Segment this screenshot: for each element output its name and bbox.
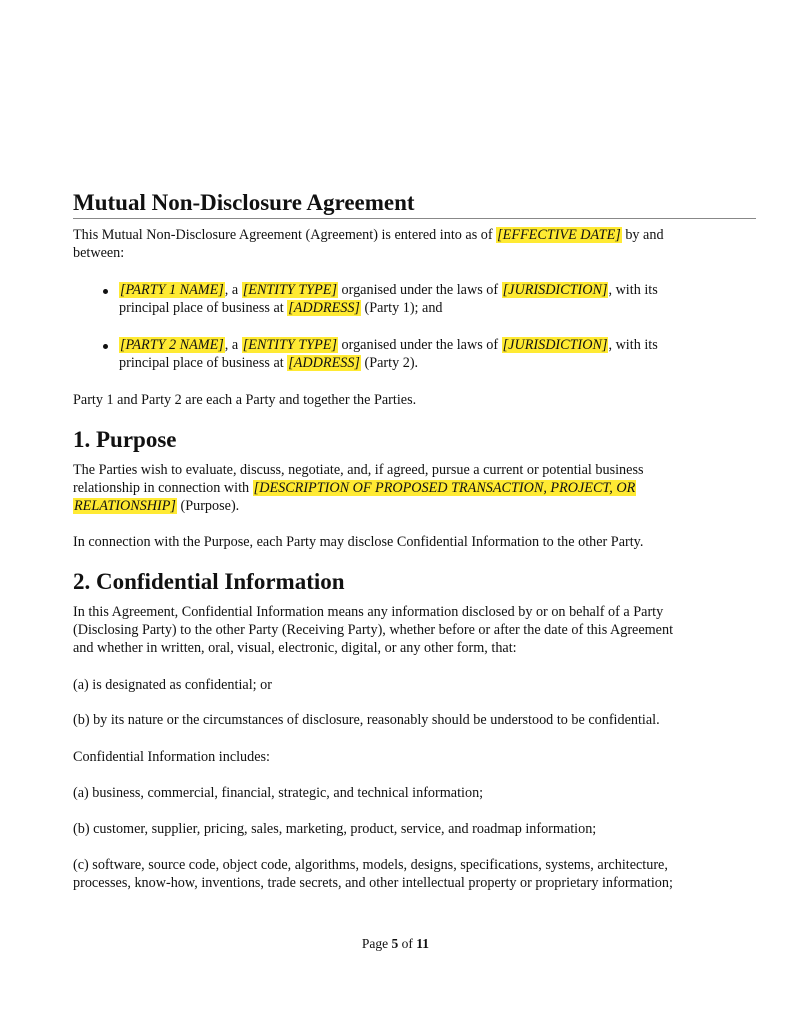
intro-text: by and <box>621 227 664 243</box>
includes-item-c <box>73 856 743 892</box>
party-1-name-placeholder: [PARTY 1 NAME] <box>120 282 224 298</box>
total-page-count: 11 <box>416 936 430 951</box>
party-2-name-placeholder: [PARTY 2 NAME] <box>120 337 224 353</box>
footer-text: Page <box>361 936 392 951</box>
document-title: Mutual Non-Disclosure Agreement <box>73 189 756 219</box>
party-1-jurisdiction-placeholder: [JURISDICTION] <box>502 282 608 298</box>
intro-text: between: <box>73 245 125 261</box>
section-1-heading: 1. Purpose <box>73 427 177 452</box>
party-2-jurisdiction-placeholder: [JURISDICTION] <box>502 337 608 353</box>
party-1-entity-placeholder: [ENTITY TYPE] <box>242 282 337 298</box>
list-item-party-2 <box>0 336 791 376</box>
description-placeholder: [DESCRIPTION OF PROPOSED TRANSACTION, PROJECT, OR <box>253 480 636 496</box>
party-1-text-run: (Party 1); and <box>360 300 443 316</box>
includes-heading: Confidential Information includes: <box>73 749 271 765</box>
party-2-entity-placeholder: [ENTITY TYPE] <box>242 337 337 353</box>
party-1-text-run: , with its <box>608 282 658 298</box>
parties-definition: Party 1 and Party 2 are each a Party and together the Parties. <box>73 392 417 408</box>
includes-text: processes, know-how, inventions, trade secrets, and other intellectual property or proprietary information; <box>73 875 673 891</box>
party-1-address-placeholder: [ADDRESS] <box>288 300 360 316</box>
party-1-text-run: organised under the laws of <box>337 282 502 298</box>
page-footer <box>0 935 791 953</box>
intro-text: This Mutual Non-Disclosure Agreement (Agreement) is entered into as of <box>73 227 497 243</box>
definition-text: (Disclosing Party) to the other Party (Receiving Party), whether before or after the date of this Agreement <box>73 622 674 638</box>
includes-item-a: (a) business, commercial, financial, strategic, and technical information; <box>73 785 484 801</box>
list-item-party-1 <box>0 281 791 321</box>
purpose-text: relationship in connection with <box>73 480 253 496</box>
confidential-definition-paragraph <box>73 603 743 657</box>
intro-paragraph <box>73 226 743 262</box>
party-1-text-run: principal place of business at <box>119 300 288 316</box>
party-2-text-run: (Party 2). <box>360 355 419 371</box>
footer-text: of <box>398 936 417 951</box>
party-2-text-run: , a <box>224 337 242 353</box>
includes-text: (c) software, source code, object code, algorithms, models, designs, specifications, systems, architecture, <box>73 857 668 873</box>
party-2-text-run: , with its <box>608 337 658 353</box>
bullet-icon <box>103 289 108 294</box>
section-2-heading: 2. Confidential Information <box>73 569 345 594</box>
party-2-text <box>119 336 739 372</box>
party-2-text-run: principal place of business at <box>119 355 288 371</box>
clause-b: (b) by its nature or the circumstances of disclosure, reasonably should be understood to be confidential. <box>73 712 660 728</box>
purpose-text: (Purpose). <box>176 498 240 514</box>
current-page-number: 5 <box>391 936 399 951</box>
party-2-address-placeholder: [ADDRESS] <box>288 355 360 371</box>
definition-text: and whether in written, oral, visual, electronic, digital, or any other form, that: <box>73 640 517 656</box>
purpose-paragraph <box>73 461 743 515</box>
party-1-text-run: , a <box>224 282 242 298</box>
bullet-icon <box>103 344 108 349</box>
purpose-text: The Parties wish to evaluate, discuss, negotiate, and, if agreed, pursue a current or potential business <box>73 462 644 478</box>
definition-text: In this Agreement, Confidential Information means any information disclosed by or on behalf of a Party <box>73 604 664 620</box>
effective-date-placeholder: [EFFECTIVE DATE] <box>497 227 621 243</box>
purpose-disclosure-paragraph: In connection with the Purpose, each Party may disclose Confidential Information to the other Party. <box>73 534 644 550</box>
party-1-text <box>119 281 739 317</box>
party-2-text-run: organised under the laws of <box>337 337 502 353</box>
description-placeholder: RELATIONSHIP] <box>74 498 176 514</box>
clause-a: (a) is designated as confidential; or <box>73 677 272 693</box>
includes-item-b: (b) customer, supplier, pricing, sales, marketing, product, service, and roadmap information; <box>73 821 597 837</box>
